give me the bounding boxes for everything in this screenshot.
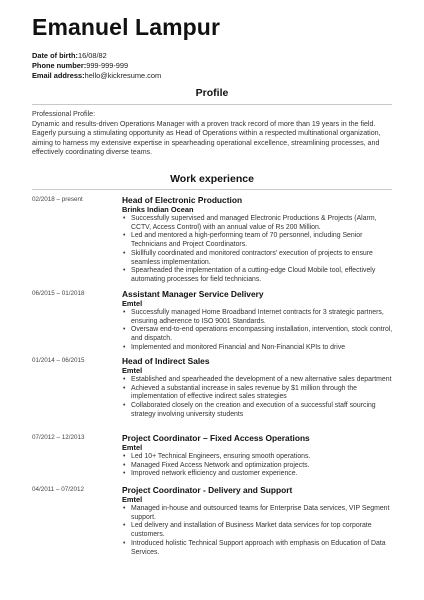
job-bullet: • Implemented and monitored Financial and Non-Financial KPIs to drive [131,344,394,353]
job-bullet: • Oversaw end-to-end operations encompassing installation, intervention, stock control, and dispatch. [131,326,394,343]
job-company: Emtel [122,366,143,375]
contact-value: 999-999-999 [86,61,129,70]
job-bullet: • Managed in-house and outsourced teams for Enterprise Data services, VIP Segment support. [131,505,394,522]
experience-heading: Work experience [170,173,254,185]
job-body [122,485,394,557]
profile-section [32,110,392,158]
contact-value: 16/08/82 [77,51,107,60]
job-bullets [122,215,394,285]
job-title: Assistant Manager Service Delivery [122,289,264,299]
section-divider [32,189,392,190]
job-bullet: • Spearheaded the implementation of a cutting-edge Cloud Mobile tool, effectively automating processes for field technicians. [131,267,394,284]
job-company: Emtel [122,299,143,308]
job-bullet: • Successfully managed Home Broadband Internet contracts for 3 strategic partners, ensuring adherence to ISO 9001 Standards. [131,309,394,326]
job-title: Head of Electronic Production [122,195,243,205]
job-bullets [122,453,394,479]
job-title: Project Coordinator – Fixed Access Operations [122,433,310,443]
job-title: Head of Indirect Sales [122,356,210,366]
candidate-name: Emanuel Lampur [32,14,220,40]
job-company: Brinks Indian Ocean [122,205,194,214]
contact-label: Phone number: [32,61,87,70]
job-bullet: • Led delivery and installation of Business Market data services for top corporate customers. [131,522,394,539]
job-bullet: • Achieved a substantial increase in sales revenue by $1 million through the implementation of effective indirect sales strategies [131,385,394,402]
job-company: Emtel [122,443,143,452]
profile-text: Dynamic and results-driven Operations Manager with a proven track record of more than 19 years in the field. Eagerly pursuing a stimulating opportunity as Head of Operations within a respected multinational organization, aiming to harness my extensive expertise in spearheading operational excellence, streamlining processes, and effectively coordinating diverse teams. [32,119,381,157]
job-bullets [122,505,394,557]
contact-email [32,71,161,81]
job-bullet: • Improved network efficiency and customer experience. [131,470,394,479]
job-bullet: • Skillfully coordinated and monitored contractors' execution of projects to ensure seamless implementation. [131,250,394,267]
job-dates: 02/2018 – present [32,196,83,203]
job-dates: 06/2015 – 01/2018 [32,290,85,297]
job-body [122,195,394,285]
profile-label: Professional Profile: [32,110,96,118]
job-bullet: • Led 10+ Technical Engineers, ensuring smooth operations. [131,453,394,462]
contact-label: Date of birth: [32,51,78,60]
job-body [122,356,394,420]
contact-label: Email address: [32,71,85,80]
job-dates: 04/2011 – 07/2012 [32,486,85,493]
job-bullet: • Collaborated closely on the creation and execution of a successful staff sourcing strategy involving university students [131,402,394,419]
profile-heading: Profile [195,87,229,99]
job-bullet: • Successfully supervised and managed Electronic Productions & Projects (Alarm, CCTV, Access Control) with an annual value of Rs 200 Million. [131,215,394,232]
job-bullet: • Managed Fixed Access Network and optimization projects. [131,462,394,471]
job-dates: 01/2014 – 06/2015 [32,357,85,364]
job-bullet: • Led and mentored a high-performing team of 70 personnel, including Senior Technicians and Project Coordinators. [131,232,394,249]
job-title: Project Coordinator - Delivery and Support [122,485,293,495]
contact-value: hello@kickresume.com [84,71,162,80]
contact-details [32,51,161,81]
job-body [122,433,394,479]
contact-dob [32,51,161,61]
job-bullets [122,376,394,420]
job-bullet: • Introduced holistic Technical Support approach with emphasis on Education of Data Services. [131,540,394,557]
job-bullet: • Established and spearheaded the development of a new alternative sales department [131,376,394,385]
section-divider [32,104,392,105]
job-body [122,289,394,353]
contact-phone [32,61,161,71]
job-bullets [122,309,394,353]
job-dates: 07/2012 – 12/2013 [32,434,85,441]
job-company: Emtel [122,495,143,504]
